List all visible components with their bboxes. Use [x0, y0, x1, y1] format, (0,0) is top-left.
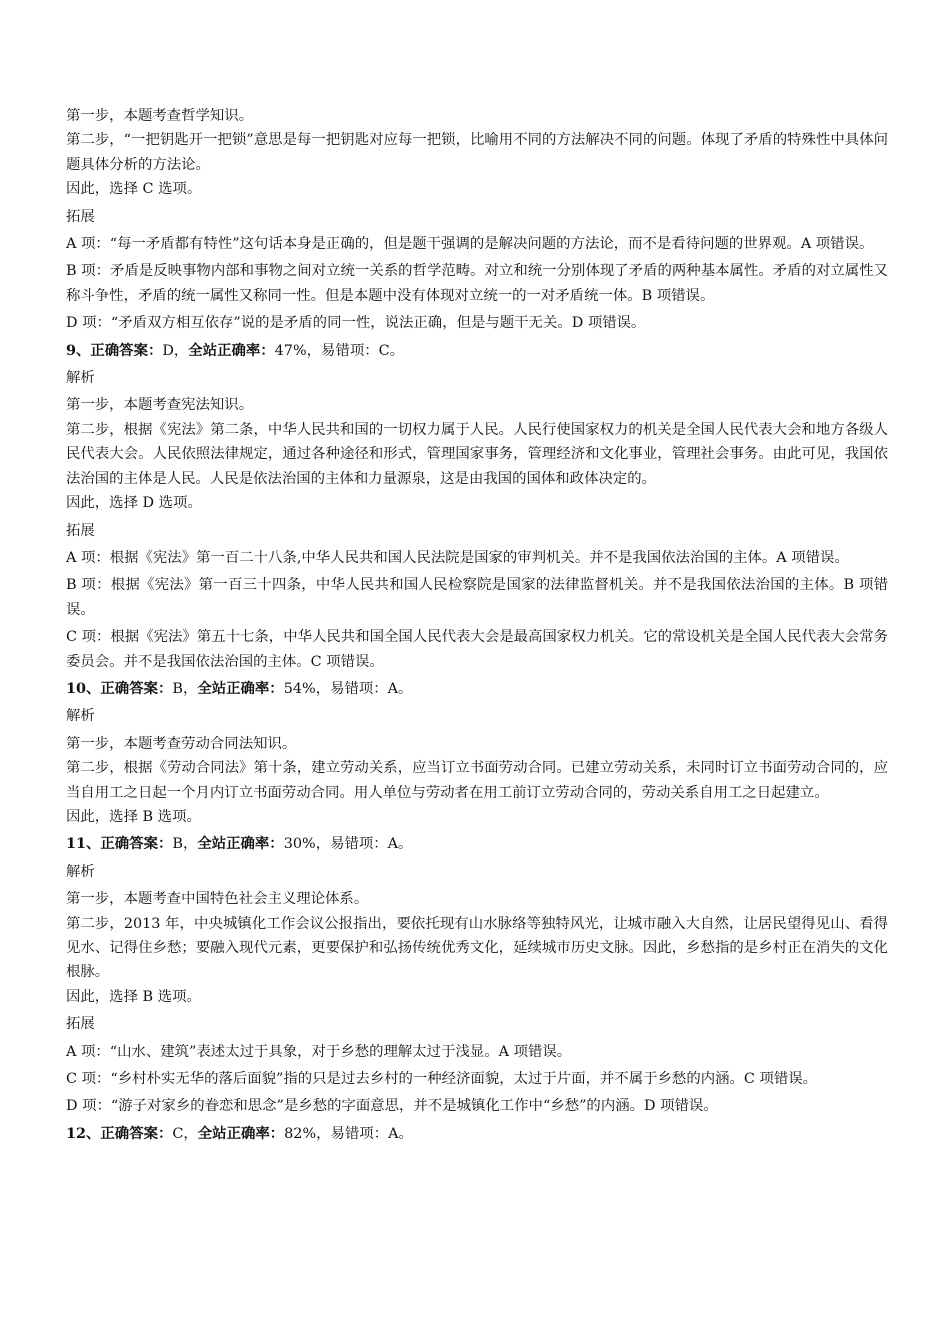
q8-conclusion: 因此，选择 C 选项。 — [66, 181, 202, 198]
q9-option-c: C 项：根据《宪法》第五十七条，中华人民共和国全国人民代表大会是最高国家权力机关。它的常设机关是全国人民代表大会常务委员会。并不是我国依法治国的主体。C 项错误。 — [66, 629, 888, 670]
q11-answer-value: B， — [172, 836, 198, 853]
q10-rate-label: 全站正确率： — [197, 679, 284, 697]
q11-extend-label: 拓展 — [66, 1016, 95, 1033]
q10-answer-label: 10、正确答案： — [66, 679, 173, 697]
q9-rate-label: 全站正确率： — [188, 341, 275, 359]
q9-step1: 第一步，本题考查宪法知识。 — [66, 397, 254, 414]
q9-rate-value: 47%，易错项：C。 — [274, 342, 404, 359]
q9-extend-label: 拓展 — [66, 522, 95, 539]
q8-option-a: A 项：“每一矛盾都有特性”这句话本身是正确的，但是题干强调的是解决问题的方法论，而不是看待问题的世界观。A 项错误。 — [66, 236, 874, 253]
q8-option-d: D 项：“矛盾双方相互依存”说的是矛盾的同一性，说法正确，但是与题干无关。D 项错误。 — [66, 315, 646, 332]
q10-step1: 第一步，本题考查劳动合同法知识。 — [66, 735, 297, 752]
q11-analysis-label: 解析 — [66, 863, 95, 880]
q10-answer-value: B， — [172, 680, 198, 697]
q10-rate-value: 54%，易错项：A。 — [283, 680, 413, 697]
q9-option-b: B 项：根据《宪法》第一百三十四条，中华人民共和国人民检察院是国家的法律监督机关。并不是我国依法治国的主体。B 项错误。 — [66, 577, 888, 618]
q11-answer-line — [66, 832, 888, 856]
q11-option-a: A 项：“山水、建筑”表述太过于具象，对于乡愁的理解太过于浅显。A 项错误。 — [66, 1043, 572, 1060]
q9-conclusion: 因此，选择 D 选项。 — [66, 495, 202, 512]
q11-rate-label: 全站正确率： — [197, 835, 284, 853]
q8-step1: 第一步，本题考查哲学知识。 — [66, 108, 254, 124]
q9-step2: 第二步，根据《宪法》第二条，中华人民共和国的一切权力属于人民。人民行使国家权力的机关是全国人民代表大会和地方各级人民代表大会。人民依照法律规定，通过各种途径和形式，管理国家事务，管理经济和文化事业，管理社会事务。由此可见，我国依法治国的主体是人民。人民是依法治国的主体和力量源泉，这是由我国的国体和政体决定的。 — [66, 421, 888, 487]
document-body — [66, 104, 888, 1146]
q12-rate-value: 82%，易错项：A。 — [284, 1125, 413, 1142]
q9-answer-label: 9、正确答案： — [66, 341, 163, 359]
q11-step1: 第一步，本题考查中国特色社会主义理论体系。 — [66, 891, 369, 908]
q11-option-c: C 项：“乡村朴实无华的落后面貌”指的只是过去乡村的一种经济面貌，太过于片面，并不属于乡愁的内涵。C 项错误。 — [66, 1071, 818, 1088]
q11-option-d: D 项：“游子对家乡的眷恋和思念”是乡愁的字面意思，并不是城镇化工作中“乡愁”的内涵。D 项错误。 — [66, 1098, 718, 1115]
q11-conclusion: 因此，选择 B 选项。 — [66, 988, 201, 1005]
q12-answer-label: 12、正确答案： — [66, 1124, 173, 1142]
q10-analysis-label: 解析 — [66, 708, 95, 725]
q11-step2: 第二步，2013 年，中央城镇化工作会议公报指出，要依托现有山水脉络等独特风光，让城市融入大自然，让居民望得见山、看得见水、记得住乡愁；要融入现代元素，更要保护和弘扬传统优秀文化，延续城市历史文脉。因此，乡愁指的是乡村正在消失的文化根脉。 — [66, 915, 888, 981]
q9-option-a: A 项：根据《宪法》第一百二十八条,中华人民共和国人民法院是国家的审判机关。并不是我国依法治国的主体。A 项错误。 — [66, 549, 849, 566]
q12-answer-line — [66, 1122, 888, 1146]
q11-rate-value: 30%，易错项：A。 — [283, 836, 413, 853]
q8-option-b: B 项：矛盾是反映事物内部和事物之间对立统一关系的哲学范畴。对立和统一分别体现了矛盾的两种基本属性。矛盾的对立属性又称斗争性，矛盾的统一属性又称同一性。但是本题中没有体现对立统一的一对矛盾统一体。B 项错误。 — [66, 263, 888, 304]
q9-answer-value: D， — [162, 342, 189, 359]
q11-answer-label: 11、正确答案： — [66, 835, 173, 853]
q10-conclusion: 因此，选择 B 选项。 — [66, 808, 201, 825]
q9-analysis-label: 解析 — [66, 370, 95, 387]
q12-rate-label: 全站正确率： — [197, 1124, 285, 1142]
q9-answer-line — [66, 339, 888, 363]
q10-step2: 第二步，根据《劳动合同法》第十条，建立劳动关系，应当订立书面劳动合同。已建立劳动关系，未同时订立书面劳动合同的，应当自用工之日起一个月内订立书面劳动合同。用人单位与劳动者在用工前订立劳动合同的，劳动关系自用工之日起建立。 — [66, 760, 888, 801]
q8-extend-label: 拓展 — [66, 208, 95, 225]
q10-answer-line — [66, 677, 888, 701]
q8-step2: 第二步，“一把钥匙开一把锁”意思是每一把钥匙对应每一把锁，比喻用不同的方法解决不同的问题。体现了矛盾的特殊性中具体问题具体分析的方法论。 — [66, 132, 888, 173]
q12-answer-value: C， — [172, 1125, 198, 1142]
